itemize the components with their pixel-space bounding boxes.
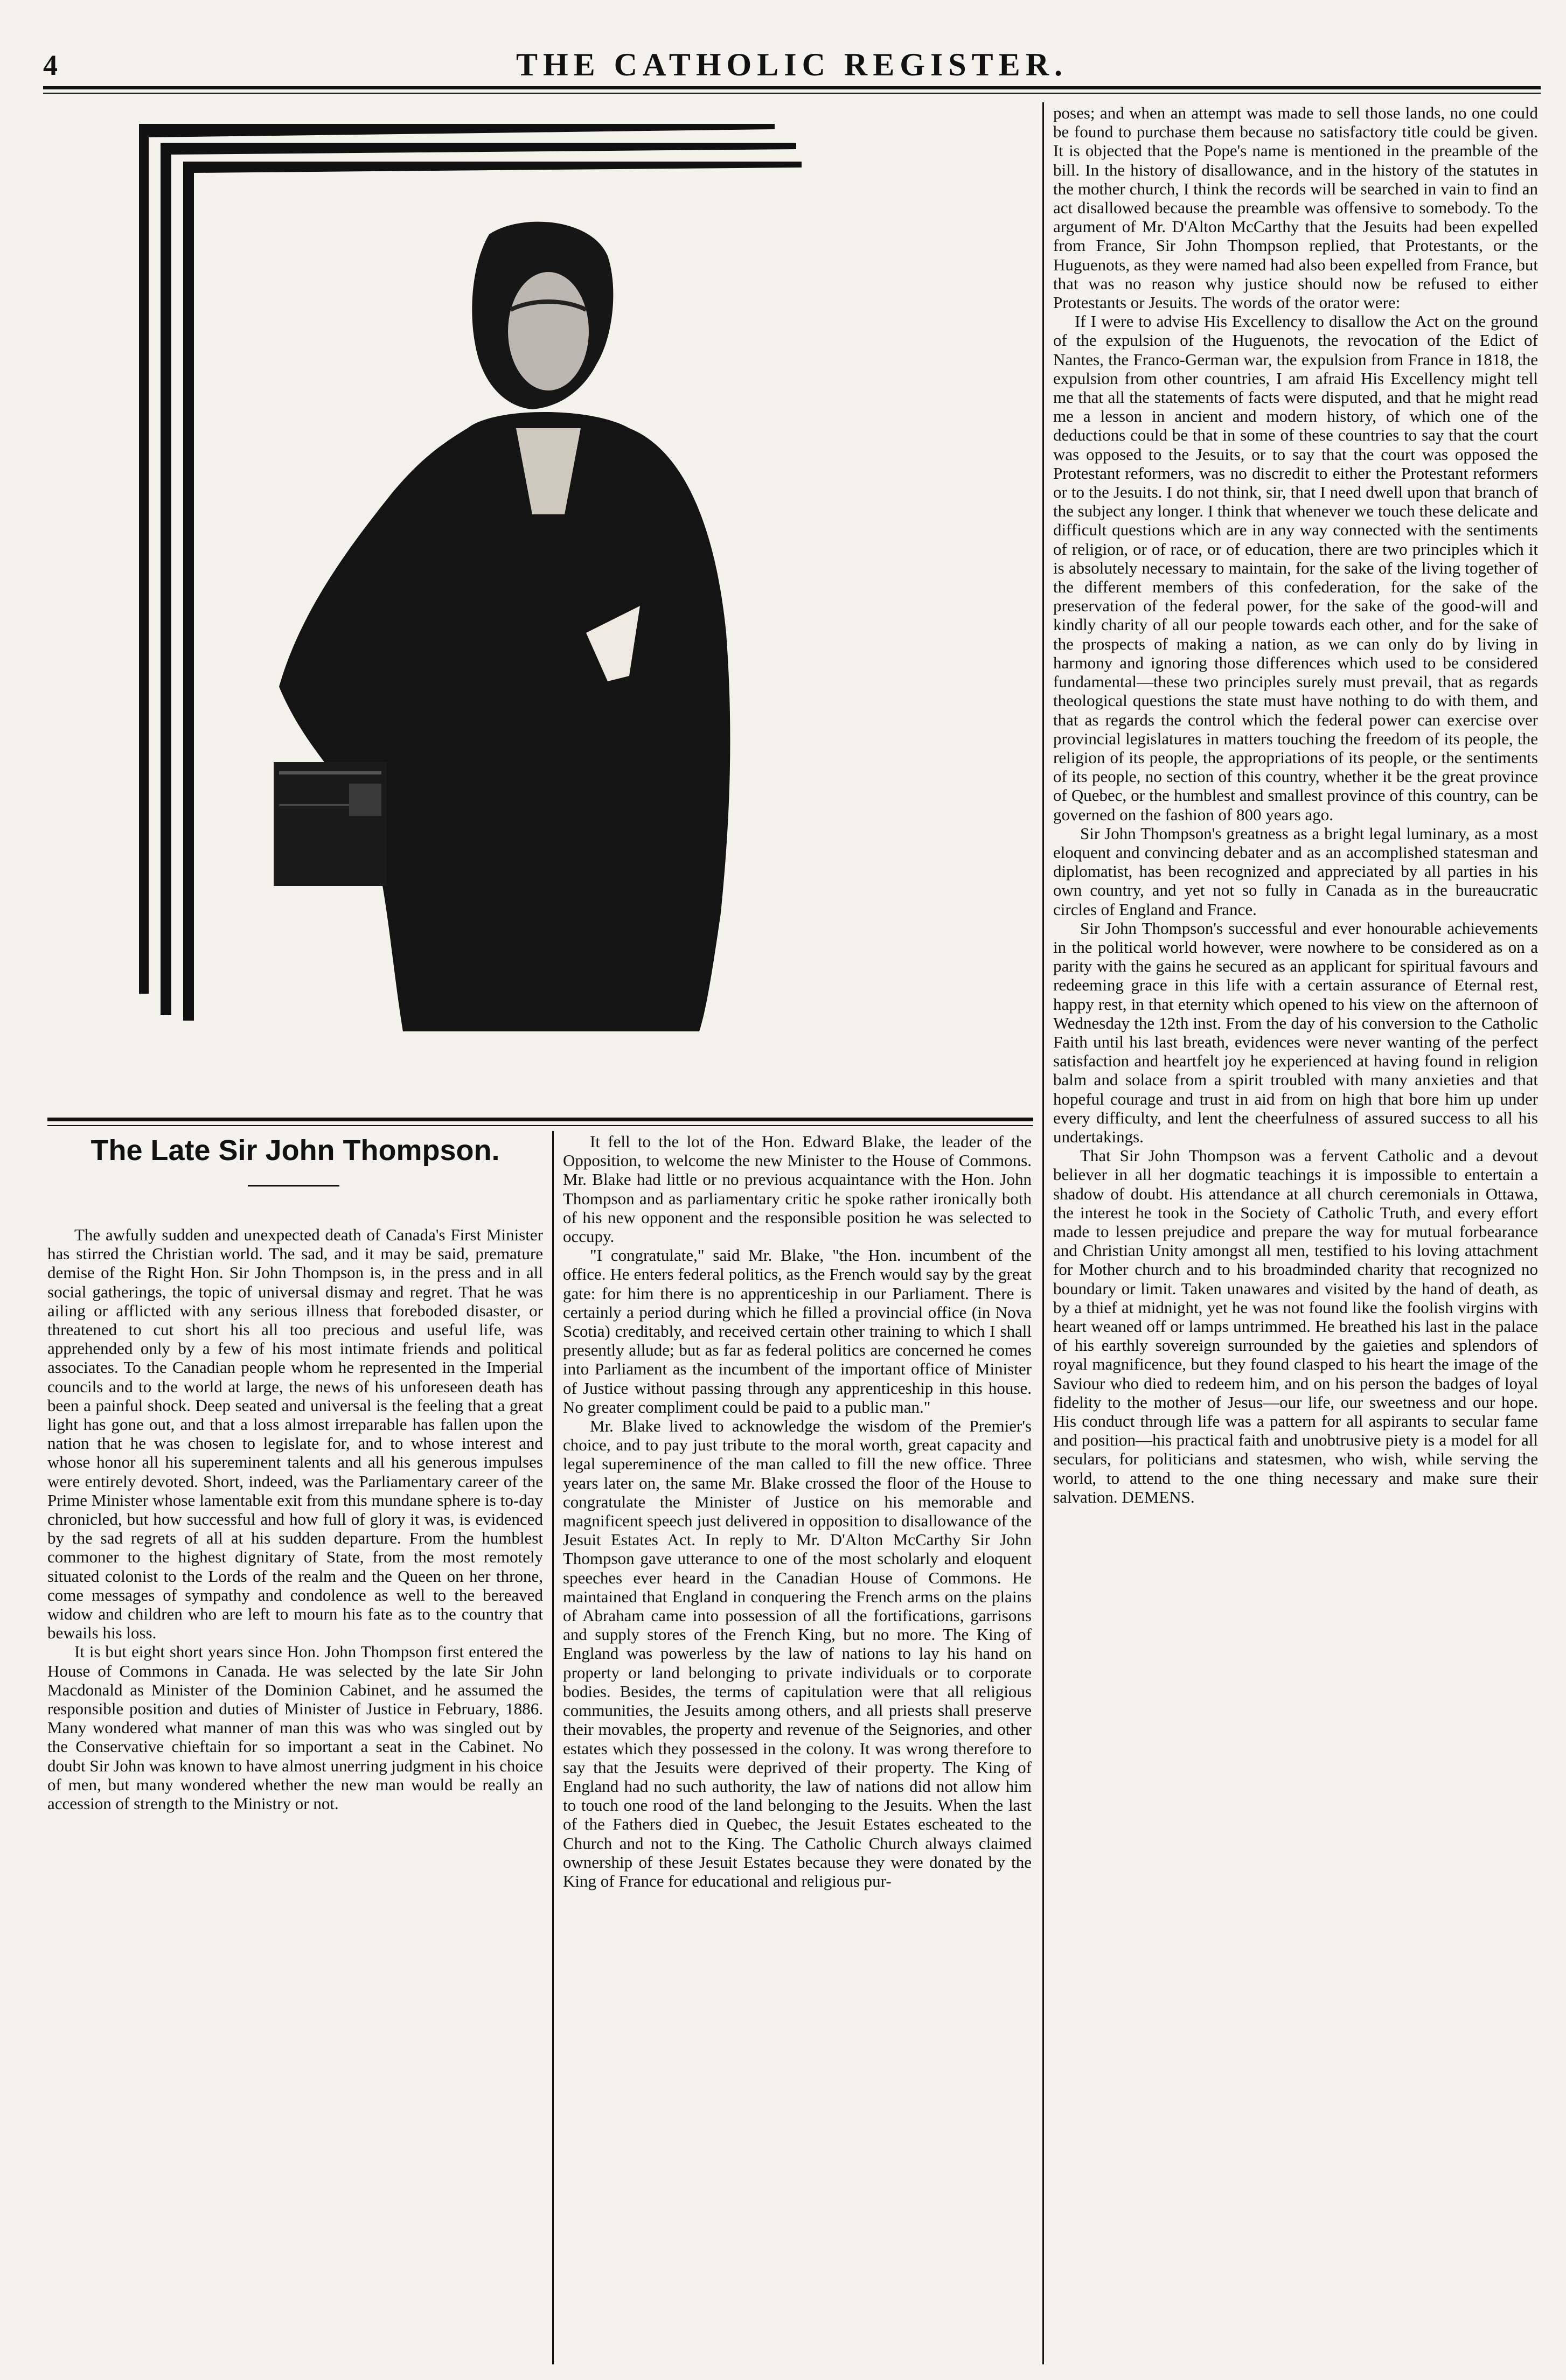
- portrait-bottom-rule: [47, 1118, 1033, 1121]
- paragraph: The awfully sudden and unexpected death of Canada's First Minister has stirred the Christian world. The sad, and it may be said, premature demise of the Right Hon. Sir John Thompson is, in the press and in all social gatherings, the topic of universal dismay and regret. That he was ailing or afflicted with any serious illness that foreboded disaster, or threatened to cut short his all too precious and useful life, was apprehended only by a few of his most intimate friends and political associates. To the Canadian people whom he represented in the Imperial councils and to the world at large, the news of his unforeseen death has been a painful shock. Deep seated and universal is the feeling that a great light has gone out, and that a loss almost irreparable has fallen upon the nation that he was chosen to legislate for, and to whose interest and whose honor all his supereminent talents and all his generous impulses were entirely devoted. Short, indeed, was the Parliamentary career of the Prime Minister whose lamentable exit from this mundane sphere is to-day chronicled, but how successful and how full of glory it was, is evidenced by the sad regrets of all at his sudden departure. From the humblest commoner to the highest dignitary of State, from the most remotely situated colonist to the Lords of the realm and the Queen on her throne, come messages of sympathy and condolence as well to the bereaved widow and children who are left to mourn his fate as to the country that bewails his loss.: [47, 1225, 543, 1643]
- paragraph: Sir John Thompson's successful and ever honourable achievements in the political world however, were nowhere to be considered as on a parity with the gains he secured as an applicant for spiritual favours and redeeming grace in this life with a certain assurance of Eternal rest, happy rest, in that eternity which opened to his view on the afternoon of Wednesday the 12th inst. From the day of his conversion to the Catholic Faith until his last breath, evidences were never wanting of the perfect satisfaction and heartfelt joy he experienced at having found in religion balm and solace from a spirit troubled with many anxieties and that hopeful courage and trust in aid from on high that bore him up under every difficulty, and lent the cheerfulness of assured success to all his undertakings.: [1053, 918, 1538, 1146]
- article-column-1: [47, 1225, 543, 2351]
- paragraph: It is but eight short years since Hon. John Thompson first entered the House of Commons in Canada. He was selected by the late Sir John Macdonald as Minister of the Dominion Cabinet, and he assumed the responsible position and duties of Minister of Justice in February, 1886. Many wondered what manner of man this was who was singled out by the Conservative chieftain for so important a seat in the Cabinet. No doubt Sir John was known to have almost unerring judgment in his choice of men, but many wondered whether the new man would be really an accession of strength to the Ministry or not.: [47, 1642, 543, 1813]
- paragraph: Sir John Thompson's greatness as a bright legal luminary, as a most eloquent and convincing debater and as an accomplished statesman and diplomatist, has been recognized and appreciated by all parties in his own country, and yet not so fully in Canada as in the bureaucratic circles of England and France.: [1053, 823, 1538, 919]
- portrait-bottom-rule-thin: [47, 1125, 1033, 1126]
- column-divider-2: [1042, 102, 1044, 2364]
- masthead-rule-thin: [43, 93, 1541, 94]
- article-column-2: [563, 1132, 1032, 2365]
- caption-rule: [248, 1185, 339, 1186]
- newspaper-title: THE CATHOLIC REGISTER.: [516, 47, 1068, 82]
- portrait-silhouette: [274, 222, 730, 1031]
- paragraph: That Sir John Thompson was a fervent Catholic and a devout believer in all her dogmatic teachings it is impossible to entertain a shadow of doubt. His attendance at all church ceremonials in Ottawa, the interest he took in the Society of Catholic Truth, and every effort made to lessen prejudice and prepare the way for mutual forbearance and Christian Unity amongst all men, testified to his loving attachment for Mother church and to his broadminded charity that recognized no boundary or limit. Taken unawares and visited by the hand of death, as by a thief at midnight, yet he was not found like the foolish virgins with heart weaned off or lamps untrimmed. He breathed his last in the palace of his earthly sovereign surrounded by the gaieties and splendors of royal magnificence, but they found clasped to his heart the image of the Saviour who died to redeem him, and on his person the badges of loyal fidelity to the mother of Jesus—our life, our sweetness and our hope. His conduct through life was a pattern for all aspirants to secular fame and position—his practical faith and unobtrusive piety is a model for all seculars, for politicians and statesmen, who wish, while serving the world, to attend to the one thing necessary and make sure their salvation. DEMENS.: [1053, 1146, 1538, 1506]
- article-column-3: [1053, 103, 1538, 2365]
- portrait-illustration: [47, 105, 1033, 1118]
- paragraph: It fell to the lot of the Hon. Edward Blake, the leader of the Opposition, to welcome the new Minister to the House of Commons. Mr. Blake had little or no previous acquaintance with the Hon. John Thompson and as parliamentary critic he spoke rather ironically both of his new opponent and the responsible position he was selected to occupy.: [563, 1132, 1032, 1246]
- masthead: [43, 48, 1541, 81]
- paragraph: poses; and when an attempt was made to sell those lands, no one could be found to purchase them because no satisfactory title could be given. It is objected that the Pope's name is mentioned in the preamble of the bill. In the history of disallowance, and in the history of the statutes in the mother church, I think the records will be searched in vain to find an act disallowed because the preamble was offensive to somebody. To the argument of Mr. D'Alton McCarthy that the Jesuits had been expelled from France, Sir John Thompson replied, that Protestants, or the Huguenots, as they were named had also been expelled from France, but that was no reason why justice should now be refused to either Protestants or Jesuits. The words of the orator were:: [1053, 103, 1538, 312]
- paragraph: Mr. Blake lived to acknowledge the wisdom of the Premier's choice, and to pay just tribute to the moral worth, great capacity and legal supereminence of the man called to fill the new office. Three years later on, the same Mr. Blake crossed the floor of the House to congratulate the Minister of Justice on his memorable and magnificent speech just delivered in opposition to disallowance of the Jesuit Estates Act. In reply to Mr. D'Alton McCarthy Sir John Thompson gave utterance to one of the most scholarly and eloquent speeches ever heard in the Canadian House of Commons. He maintained that England in conquering the French arms on the plains of Abraham came into possession of all the fortifications, garrisons and supply stores of the French King, but no more. The King of England was powerless by the law of nations to lay his hand on property or land belonging to private individuals or to corporate bodies. Besides, the terms of capitulation were that all religious communities, the Jesuits among others, and all priests shall preserve their movables, the property and revenue of the Seignories, and other estates which they possessed in the colony. It was wrong therefore to say that the Jesuits were deprived of their property. The King of England had no such authority, the law of nations did not allow him to touch one rood of the land belonging to the Jesuits. When the last of the Fathers died in Quebec, the Jesuit Estates escheated to the Church and not to the King. The Catholic Church always claimed ownership of these Jesuit Estates because they were donated by the King of France for educational and religious pur-: [563, 1416, 1032, 1890]
- masthead-rule: [43, 86, 1541, 89]
- portrait-caption: The Late Sir John Thompson.: [91, 1134, 500, 1167]
- page-number: 4: [43, 49, 58, 81]
- quoted-speech: If I were to advise His Excellency to disallow the Act on the ground of the expulsion of the Huguenots, the revocation of the Edict of Nantes, the Franco-German war, the expulsion from France in 1818, the expulsion from other countries, I am afraid His Excellency might tell me that all the statements of facts were disputed, and that he might read me a lesson in ancient and modern history, of which one of the deductions could be that in some of these countries to say that the court was opposed to the Jesuits, or to say that the court was opposed the Protestant reformers, was no discredit to either the Protestant reformers or to the Jesuits. I do not think, sir, that I need dwell upon that branch of the subject any longer. I think that whenever we touch these delicate and difficult questions which are in any way connected with the sentiments of religion, or of race, or of education, there are two principles which it is absolutely necessary to maintain, for the sake of the living together of the different members of this confederation, for the sake of the preservation of the federal power, for the sake of the good-will and kindly charity of all our people towards each other, and for the sake of the prospects of making a nation, as we can only do by living in harmony and ignoring those differences which used to be considered fundamental—these two principles surely must prevail, that as regards theological questions the state must have nothing to do with them, and that as regards the control which the federal power can exercise over provincial legislatures in matters touching the freedom of its people, the religion of its people, the appropriations of its people, or the sentiments of its people, no section of this country, whether it be the great province of Quebec, or the humblest and smallest province of this country, can be governed on the fashion of 800 years ago.: [1053, 312, 1538, 824]
- portrait-figure: [47, 105, 1033, 1118]
- paragraph: "I congratulate," said Mr. Blake, "the Hon. incumbent of the office. He enters federal politics, as the French would say by the great gate: for him there is no apprenticeship in our Parliament. There is certainly a period during which he filled a provincial office (in Nova Scotia) creditably, and received certain other training to which I shall presently allude; but as far as federal politics are concerned he comes into Parliament as the incumbent of the important office of Minister of Justice without passing through any apprenticeship in this house. No greater compliment could be paid to a public man.": [563, 1246, 1032, 1416]
- column-divider-1: [552, 1131, 554, 2364]
